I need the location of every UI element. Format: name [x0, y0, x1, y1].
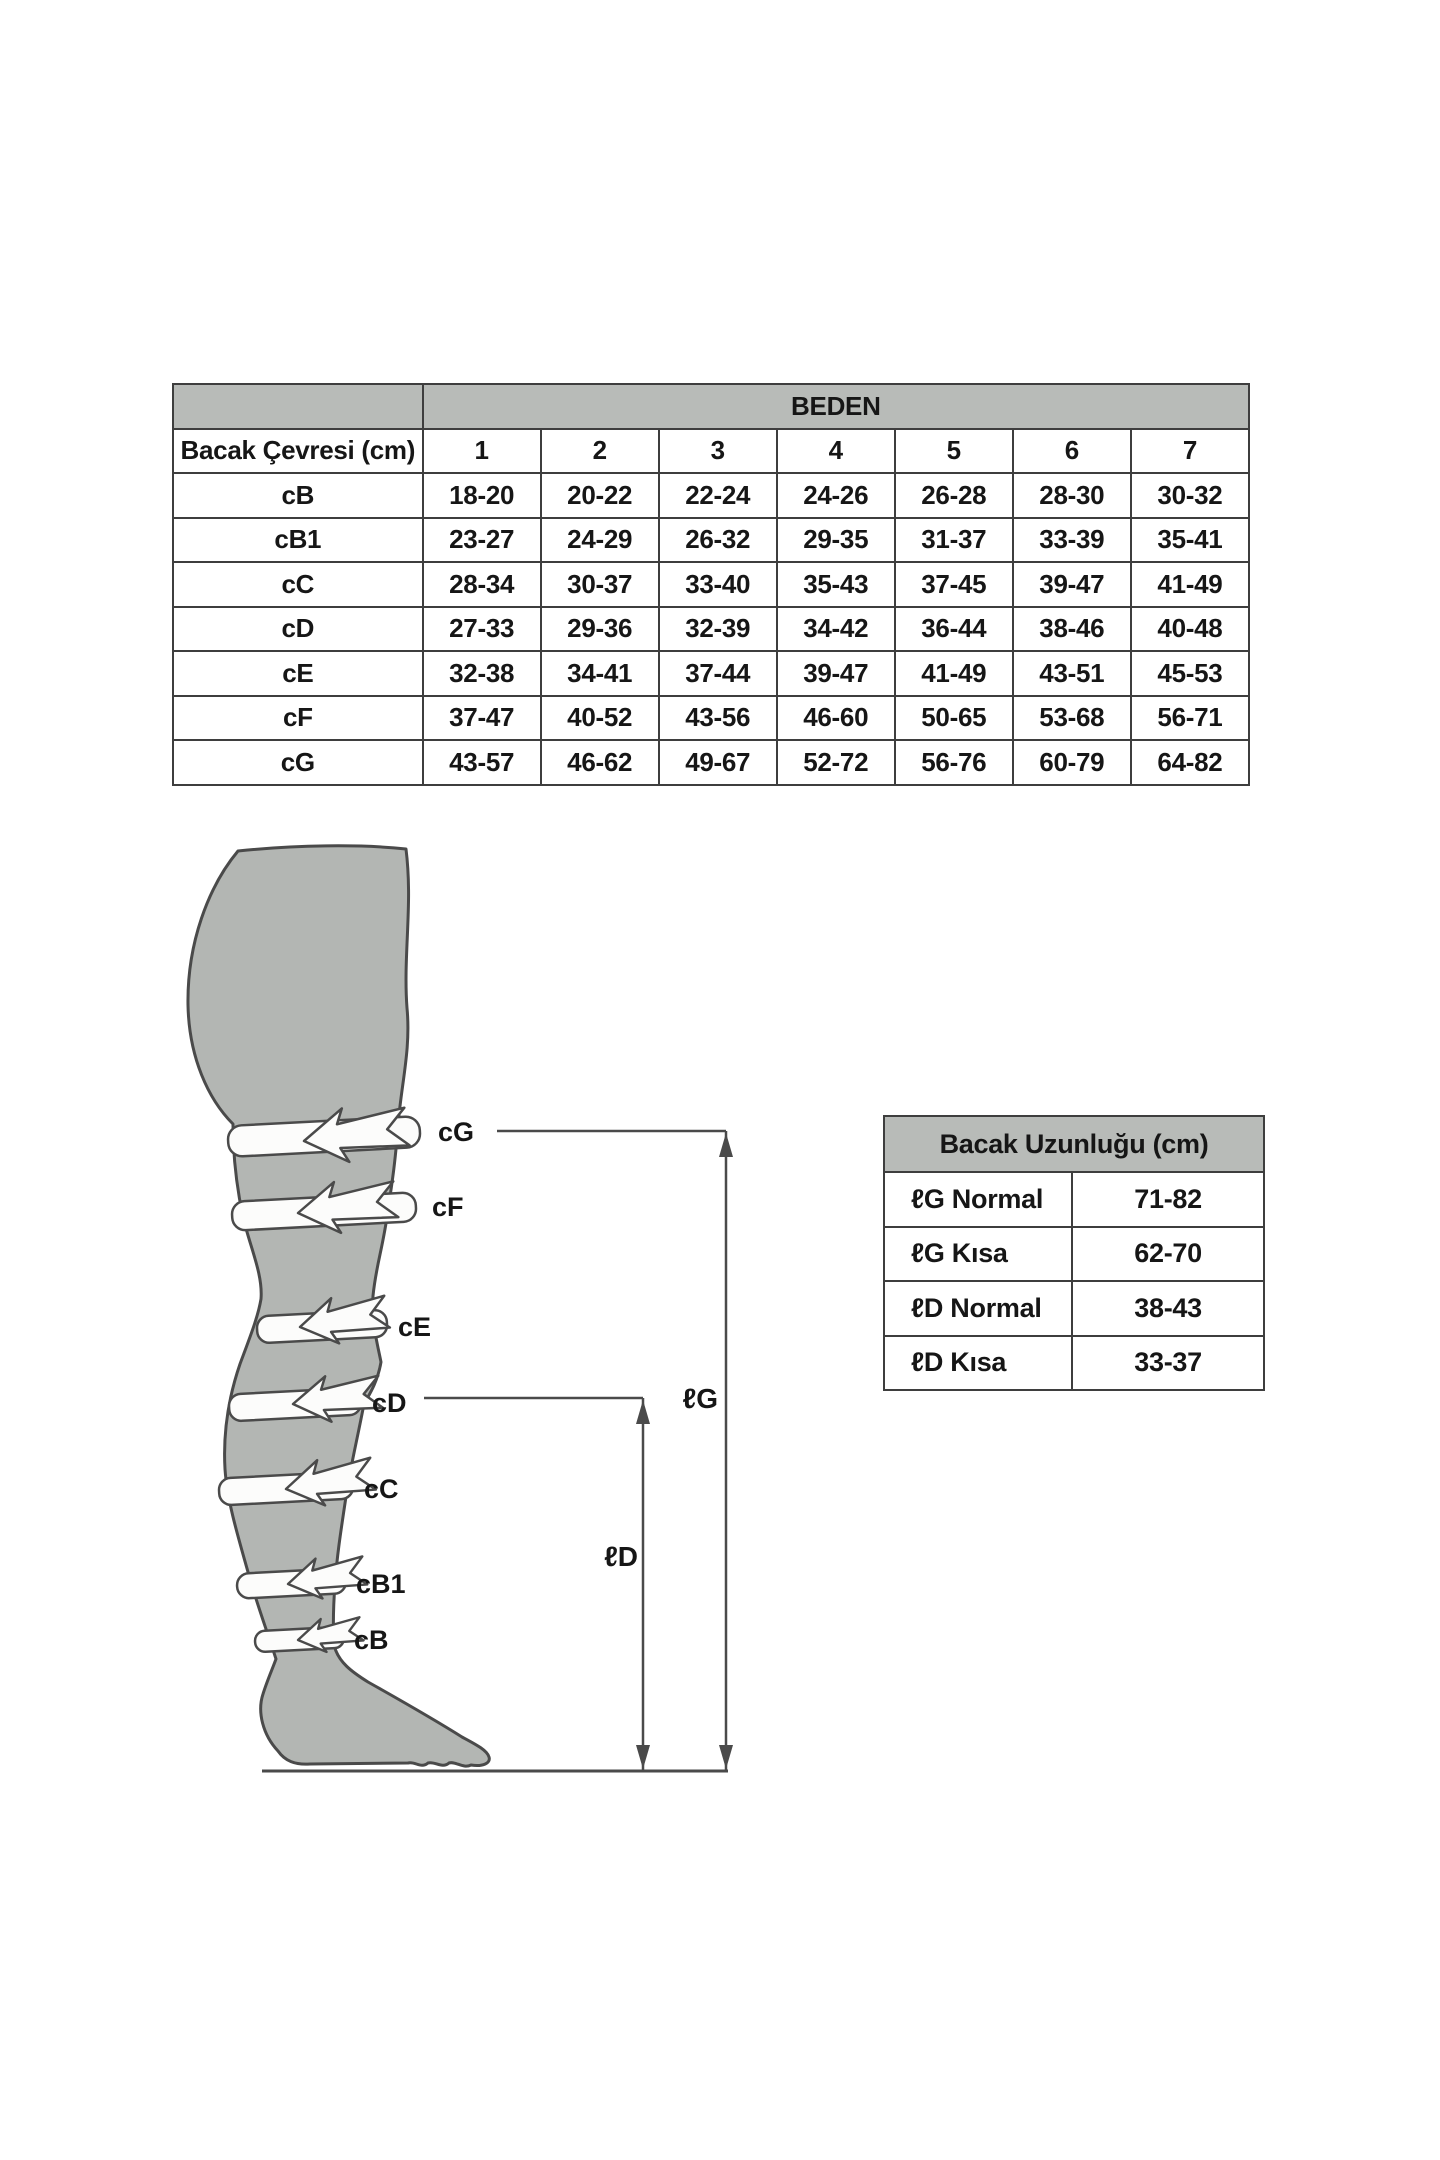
length-table-title: Bacak Uzunluğu (cm): [884, 1116, 1264, 1172]
table-cell: 33-39: [1013, 518, 1131, 563]
dim-label-lG: ℓG: [682, 1383, 718, 1414]
table-row-cG: [173, 740, 1249, 785]
table-cell: 41-49: [1131, 562, 1249, 607]
table-cell: 40-48: [1131, 607, 1249, 652]
size-col-4: 4: [777, 429, 895, 474]
table-cell: 37-45: [895, 562, 1013, 607]
row-label-cF: cF: [173, 696, 423, 741]
row-label-cD: cD: [173, 607, 423, 652]
table-row-cB: [173, 473, 1249, 518]
table-cell: 41-49: [895, 651, 1013, 696]
table-cell: 37-47: [423, 696, 541, 741]
table-cell: 32-38: [423, 651, 541, 696]
size-col-5: 5: [895, 429, 1013, 474]
band-label-cD: cD: [372, 1388, 407, 1418]
length-value-lG-normal: 71-82: [1072, 1172, 1264, 1227]
table-cell: 32-39: [659, 607, 777, 652]
table-cell: 40-52: [541, 696, 659, 741]
size-col-6: 6: [1013, 429, 1131, 474]
table-cell: 26-32: [659, 518, 777, 563]
length-label-lG-kisa: ℓG Kısa: [884, 1227, 1072, 1282]
table-cell: 43-56: [659, 696, 777, 741]
row-label-cB: cB: [173, 473, 423, 518]
row-header-circumference: Bacak Çevresi (cm): [173, 429, 423, 474]
band-label-cF: cF: [432, 1192, 464, 1222]
table-cell: 23-27: [423, 518, 541, 563]
table-row-lD-kisa: [884, 1336, 1264, 1391]
band-label-cB: cB: [354, 1625, 389, 1655]
size-table: [172, 383, 1250, 786]
table-cell: 60-79: [1013, 740, 1131, 785]
table-cell: 34-41: [541, 651, 659, 696]
table-cell: 50-65: [895, 696, 1013, 741]
table-row-cB1: [173, 518, 1249, 563]
table-cell: 35-41: [1131, 518, 1249, 563]
table-cell: 38-46: [1013, 607, 1131, 652]
table-cell: 39-47: [777, 651, 895, 696]
table-cell: 39-47: [1013, 562, 1131, 607]
table-row-cF: [173, 696, 1249, 741]
table-cell: 28-34: [423, 562, 541, 607]
table-cell: 34-42: [777, 607, 895, 652]
arrow-up-icon: [636, 1400, 650, 1424]
length-label-lG-normal: ℓG Normal: [884, 1172, 1072, 1227]
table-row-cE: [173, 651, 1249, 696]
table-cell: 46-60: [777, 696, 895, 741]
length-table: [883, 1115, 1265, 1391]
band-label-cC: cC: [364, 1474, 399, 1504]
table-cell: 64-82: [1131, 740, 1249, 785]
table-cell: 35-43: [777, 562, 895, 607]
table-cell: 43-57: [423, 740, 541, 785]
size-col-2: 2: [541, 429, 659, 474]
row-label-cE: cE: [173, 651, 423, 696]
size-col-7: 7: [1131, 429, 1249, 474]
length-value-lD-normal: 38-43: [1072, 1281, 1264, 1336]
size-col-3: 3: [659, 429, 777, 474]
table-cell: 28-30: [1013, 473, 1131, 518]
table-row-lG-normal: [884, 1172, 1264, 1227]
size-col-1: 1: [423, 429, 541, 474]
table-cell: 52-72: [777, 740, 895, 785]
table-cell: 24-26: [777, 473, 895, 518]
length-value-lD-kisa: 33-37: [1072, 1336, 1264, 1391]
table-cell: 20-22: [541, 473, 659, 518]
band-label-cB1: cB1: [356, 1569, 406, 1599]
length-value-lG-kisa: 62-70: [1072, 1227, 1264, 1282]
dim-label-lD: ℓD: [604, 1541, 638, 1572]
table-cell: 37-44: [659, 651, 777, 696]
table-cell: 31-37: [895, 518, 1013, 563]
table-cell: 29-35: [777, 518, 895, 563]
table-cell: 18-20: [423, 473, 541, 518]
row-label-cB1: cB1: [173, 518, 423, 563]
band-label-cE: cE: [398, 1312, 432, 1342]
table-cell: 22-24: [659, 473, 777, 518]
table-cell: 45-53: [1131, 651, 1249, 696]
table-cell: 49-67: [659, 740, 777, 785]
dim-line-lD: [604, 1398, 650, 1771]
arrow-down-icon: [636, 1745, 650, 1769]
table-cell: 33-40: [659, 562, 777, 607]
table-row-lD-normal: [884, 1281, 1264, 1336]
table-cell: 29-36: [541, 607, 659, 652]
table-cell: 30-32: [1131, 473, 1249, 518]
dim-line-lG: [683, 1131, 733, 1771]
table-cell: 26-28: [895, 473, 1013, 518]
row-label-cG: cG: [173, 740, 423, 785]
length-label-lD-normal: ℓD Normal: [884, 1281, 1072, 1336]
table-cell: 56-71: [1131, 696, 1249, 741]
size-table-title: BEDEN: [423, 384, 1249, 429]
table-row-cD: [173, 607, 1249, 652]
length-label-lD-kisa: ℓD Kısa: [884, 1336, 1072, 1391]
table-cell: 24-29: [541, 518, 659, 563]
leg-measurement-diagram: [150, 835, 790, 1820]
arrow-down-icon: [719, 1745, 733, 1769]
table-cell: 43-51: [1013, 651, 1131, 696]
table-cell: 56-76: [895, 740, 1013, 785]
table-cell: 36-44: [895, 607, 1013, 652]
table-row-cC: [173, 562, 1249, 607]
table-row-lG-kisa: [884, 1227, 1264, 1282]
band-label-cG: cG: [438, 1117, 475, 1147]
table-cell: 27-33: [423, 607, 541, 652]
row-label-cC: cC: [173, 562, 423, 607]
table-cell: 46-62: [541, 740, 659, 785]
table-cell: 53-68: [1013, 696, 1131, 741]
arrow-up-icon: [719, 1133, 733, 1157]
corner-cell: [173, 384, 423, 429]
table-cell: 30-37: [541, 562, 659, 607]
